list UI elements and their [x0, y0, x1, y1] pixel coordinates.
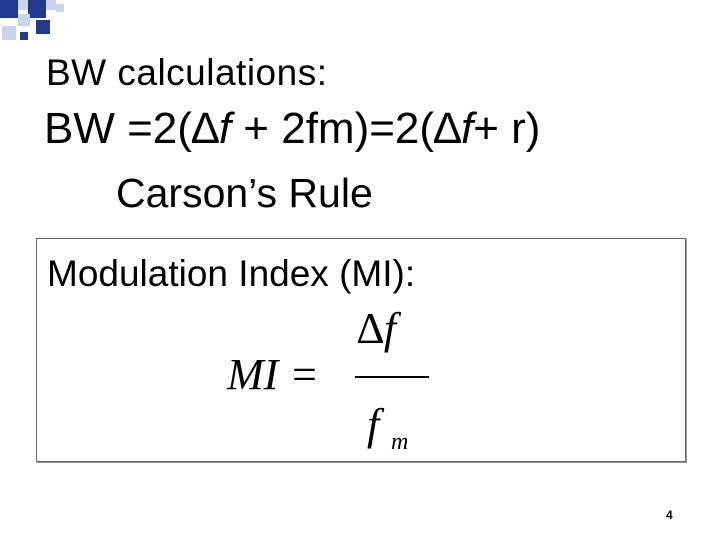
decor-square	[36, 20, 50, 34]
mi-equation	[227, 305, 447, 455]
formula-prefix: BW =2(	[44, 104, 192, 153]
delta-symbol: ∆	[191, 104, 219, 153]
decor-square	[18, 14, 30, 26]
decor-square	[28, 0, 46, 18]
page-number: 4	[666, 508, 673, 522]
decor-square	[20, 32, 28, 40]
decor-square	[0, 0, 18, 18]
box-title: Modulation Index (MI):	[47, 253, 416, 294]
decor-square	[2, 26, 16, 40]
equation-numerator: ∆f	[357, 304, 397, 353]
decor-square	[18, 0, 28, 10]
decor-square	[56, 4, 64, 12]
modulation-index-box	[36, 238, 686, 462]
formula-f: f	[460, 104, 474, 153]
corner-decoration	[0, 0, 130, 50]
bandwidth-formula	[44, 104, 540, 154]
delta-symbol: ∆	[434, 104, 461, 153]
slide-heading: BW calculations:	[46, 52, 328, 93]
equation-denominator-subscript: m	[391, 429, 409, 455]
formula-suffix: + r)	[473, 104, 541, 153]
equation-denominator: f	[367, 400, 380, 449]
formula-f: f	[218, 104, 232, 153]
decor-square	[46, 0, 56, 10]
formula-middle: + 2fm)=2(	[231, 104, 435, 153]
equation-lhs: MI =	[227, 350, 319, 399]
rule-name: Carson’s Rule	[116, 170, 373, 216]
